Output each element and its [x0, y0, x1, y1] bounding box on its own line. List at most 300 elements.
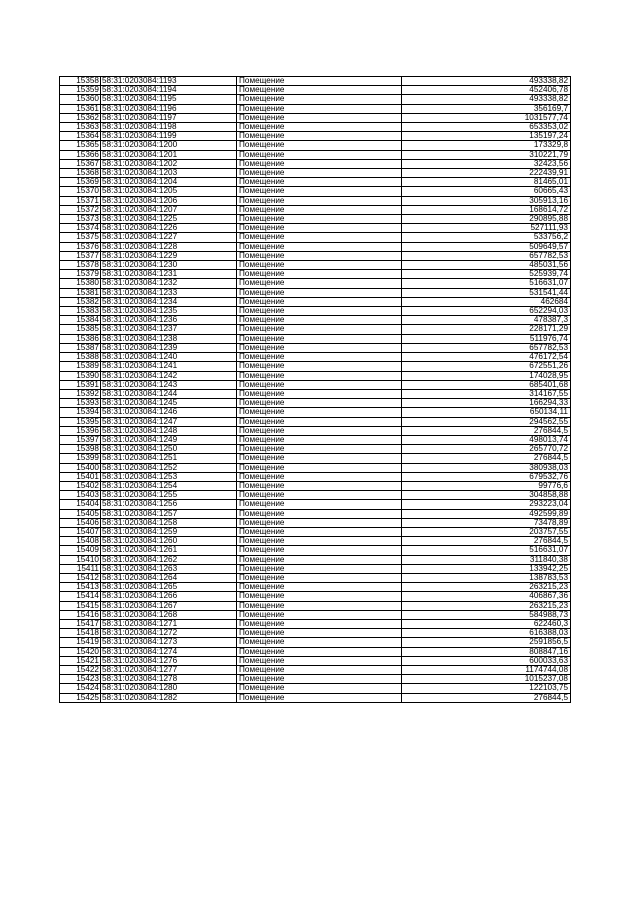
table-row — [60, 408, 571, 417]
table-row — [60, 573, 571, 582]
object-type-cell: Помещение — [237, 187, 402, 196]
cadastral-value-cell: 498013,74 — [402, 435, 571, 444]
object-type-cell: Помещение — [237, 472, 402, 481]
cadastral-number-cell: 58:31:0203084:1247 — [101, 417, 237, 426]
object-type-cell: Помещение — [237, 316, 402, 325]
object-type-cell: Помещение — [237, 610, 402, 619]
row-number-cell: 15389 — [60, 362, 101, 371]
cadastral-value-cell: 492599,89 — [402, 509, 571, 518]
row-number-cell: 15362 — [60, 113, 101, 122]
table-row — [60, 619, 571, 628]
cadastral-number-cell: 58:31:0203084:1205 — [101, 187, 237, 196]
cadastral-number-cell: 58:31:0203084:1271 — [101, 619, 237, 628]
row-number-cell: 15370 — [60, 187, 101, 196]
table-row — [60, 509, 571, 518]
object-type-cell: Помещение — [237, 196, 402, 205]
cadastral-number-cell: 58:31:0203084:1249 — [101, 435, 237, 444]
cadastral-value-cell: 263215,23 — [402, 601, 571, 610]
cadastral-number-cell: 58:31:0203084:1265 — [101, 583, 237, 592]
cadastral-value-cell: 166294,33 — [402, 399, 571, 408]
object-type-cell: Помещение — [237, 564, 402, 573]
table-row — [60, 666, 571, 675]
cadastral-value-cell: 2591856,5 — [402, 638, 571, 647]
object-type-cell: Помещение — [237, 132, 402, 141]
cadastral-number-cell: 58:31:0203084:1203 — [101, 169, 237, 178]
cadastral-value-cell: 493338,82 — [402, 77, 571, 86]
row-number-cell: 15406 — [60, 518, 101, 527]
cadastral-value-cell: 516631,07 — [402, 279, 571, 288]
cadastral-number-cell: 58:31:0203084:1236 — [101, 316, 237, 325]
cadastral-value-cell: 622460,3 — [402, 619, 571, 628]
object-type-cell: Помещение — [237, 537, 402, 546]
table-row — [60, 242, 571, 251]
table-row — [60, 463, 571, 472]
cadastral-value-cell: 1031577,74 — [402, 113, 571, 122]
table-row — [60, 288, 571, 297]
cadastral-number-cell: 58:31:0203084:1237 — [101, 325, 237, 334]
row-number-cell: 15403 — [60, 491, 101, 500]
row-number-cell: 15398 — [60, 445, 101, 454]
object-type-cell: Помещение — [237, 546, 402, 555]
object-type-cell: Помещение — [237, 675, 402, 684]
row-number-cell: 15364 — [60, 132, 101, 141]
row-number-cell: 15407 — [60, 527, 101, 536]
table-row — [60, 187, 571, 196]
row-number-cell: 15367 — [60, 159, 101, 168]
table-row — [60, 316, 571, 325]
cadastral-number-cell: 58:31:0203084:1230 — [101, 261, 237, 270]
object-type-cell: Помещение — [237, 435, 402, 444]
cadastral-value-cell: 265770,72 — [402, 445, 571, 454]
cadastral-value-cell: 293223,04 — [402, 500, 571, 509]
row-number-cell: 15392 — [60, 389, 101, 398]
cadastral-number-cell: 58:31:0203084:1250 — [101, 445, 237, 454]
row-number-cell: 15360 — [60, 95, 101, 104]
cadastral-number-cell: 58:31:0203084:1200 — [101, 141, 237, 150]
table-row — [60, 86, 571, 95]
cadastral-number-cell: 58:31:0203084:1268 — [101, 610, 237, 619]
table-row — [60, 215, 571, 224]
object-type-cell: Помещение — [237, 454, 402, 463]
object-type-cell: Помещение — [237, 371, 402, 380]
cadastral-number-cell: 58:31:0203084:1278 — [101, 675, 237, 684]
table-row — [60, 537, 571, 546]
object-type-cell: Помещение — [237, 518, 402, 527]
cadastral-number-cell: 58:31:0203084:1263 — [101, 564, 237, 573]
cadastral-number-cell: 58:31:0203084:1206 — [101, 196, 237, 205]
cadastral-number-cell: 58:31:0203084:1231 — [101, 270, 237, 279]
object-type-cell: Помещение — [237, 491, 402, 500]
table-row — [60, 583, 571, 592]
cadastral-number-cell: 58:31:0203084:1201 — [101, 150, 237, 159]
cadastral-number-cell: 58:31:0203084:1258 — [101, 518, 237, 527]
object-type-cell: Помещение — [237, 619, 402, 628]
cadastral-value-cell: 685401,68 — [402, 380, 571, 389]
object-type-cell: Помещение — [237, 573, 402, 582]
object-type-cell: Помещение — [237, 215, 402, 224]
row-number-cell: 15375 — [60, 233, 101, 242]
object-type-cell: Помещение — [237, 445, 402, 454]
object-type-cell: Помещение — [237, 242, 402, 251]
cadastral-value-cell: 485031,56 — [402, 261, 571, 270]
cadastral-value-cell: 1174744,08 — [402, 666, 571, 675]
row-number-cell: 15422 — [60, 666, 101, 675]
table-row — [60, 445, 571, 454]
cadastral-value-cell: 511976,74 — [402, 334, 571, 343]
row-number-cell: 15413 — [60, 583, 101, 592]
row-number-cell: 15383 — [60, 307, 101, 316]
cadastral-number-cell: 58:31:0203084:1272 — [101, 629, 237, 638]
cadastral-value-cell: 73478,89 — [402, 518, 571, 527]
object-type-cell: Помещение — [237, 500, 402, 509]
cadastral-value-cell: 527111,93 — [402, 224, 571, 233]
cadastral-value-cell: 533756,2 — [402, 233, 571, 242]
object-type-cell: Помещение — [237, 666, 402, 675]
row-number-cell: 15420 — [60, 647, 101, 656]
row-number-cell: 15421 — [60, 656, 101, 665]
cadastral-value-cell: 99776,6 — [402, 481, 571, 490]
object-type-cell: Помещение — [237, 343, 402, 352]
cadastral-number-cell: 58:31:0203084:1266 — [101, 592, 237, 601]
table-row — [60, 77, 571, 86]
row-number-cell: 15412 — [60, 573, 101, 582]
object-type-cell: Помещение — [237, 463, 402, 472]
table-row — [60, 150, 571, 159]
row-number-cell: 15400 — [60, 463, 101, 472]
object-type-cell: Помещение — [237, 104, 402, 113]
object-type-cell: Помещение — [237, 86, 402, 95]
row-number-cell: 15408 — [60, 537, 101, 546]
cadastral-value-cell: 133942,25 — [402, 564, 571, 573]
object-type-cell: Помещение — [237, 205, 402, 214]
table-row — [60, 141, 571, 150]
object-type-cell: Помещение — [237, 77, 402, 86]
cadastral-number-cell: 58:31:0203084:1207 — [101, 205, 237, 214]
row-number-cell: 15385 — [60, 325, 101, 334]
table-row — [60, 261, 571, 270]
table-body — [60, 77, 571, 703]
cadastral-value-cell: 173329,8 — [402, 141, 571, 150]
table-row — [60, 399, 571, 408]
row-number-cell: 15410 — [60, 555, 101, 564]
cadastral-number-cell: 58:31:0203084:1246 — [101, 408, 237, 417]
table-row — [60, 132, 571, 141]
object-type-cell: Помещение — [237, 601, 402, 610]
cadastral-number-cell: 58:31:0203084:1262 — [101, 555, 237, 564]
cadastral-number-cell: 58:31:0203084:1244 — [101, 389, 237, 398]
table-row — [60, 491, 571, 500]
row-number-cell: 15405 — [60, 509, 101, 518]
object-type-cell: Помещение — [237, 509, 402, 518]
object-type-cell: Помещение — [237, 150, 402, 159]
cadastral-value-cell: 304858,88 — [402, 491, 571, 500]
row-number-cell: 15359 — [60, 86, 101, 95]
cadastral-value-cell: 584988,73 — [402, 610, 571, 619]
object-type-cell: Помещение — [237, 178, 402, 187]
row-number-cell: 15386 — [60, 334, 101, 343]
cadastral-number-cell: 58:31:0203084:1256 — [101, 500, 237, 509]
table-row — [60, 325, 571, 334]
cadastral-value-cell: 122103,75 — [402, 684, 571, 693]
cadastral-value-cell: 650134,11 — [402, 408, 571, 417]
table-row — [60, 251, 571, 260]
table-row — [60, 270, 571, 279]
cadastral-number-cell: 58:31:0203084:1193 — [101, 77, 237, 86]
table-row — [60, 178, 571, 187]
cadastral-value-cell: 135197,24 — [402, 132, 571, 141]
row-number-cell: 15391 — [60, 380, 101, 389]
object-type-cell: Помещение — [237, 288, 402, 297]
cadastral-value-cell: 679532,76 — [402, 472, 571, 481]
object-type-cell: Помещение — [237, 399, 402, 408]
cadastral-value-cell: 452406,78 — [402, 86, 571, 95]
cadastral-value-cell: 462684 — [402, 297, 571, 306]
cadastral-number-cell: 58:31:0203084:1276 — [101, 656, 237, 665]
table-row — [60, 656, 571, 665]
row-number-cell: 15425 — [60, 693, 101, 702]
cadastral-number-cell: 58:31:0203084:1202 — [101, 159, 237, 168]
row-number-cell: 15390 — [60, 371, 101, 380]
cadastral-number-cell: 58:31:0203084:1196 — [101, 104, 237, 113]
cadastral-number-cell: 58:31:0203084:1254 — [101, 481, 237, 490]
cadastral-value-cell: 168614,72 — [402, 205, 571, 214]
cadastral-value-cell: 276844,5 — [402, 454, 571, 463]
cadastral-value-cell: 276844,5 — [402, 426, 571, 435]
cadastral-value-cell: 314167,55 — [402, 389, 571, 398]
table-row — [60, 675, 571, 684]
row-number-cell: 15401 — [60, 472, 101, 481]
cadastral-value-cell: 60665,43 — [402, 187, 571, 196]
table-row — [60, 297, 571, 306]
object-type-cell: Помещение — [237, 629, 402, 638]
cadastral-number-cell: 58:31:0203084:1260 — [101, 537, 237, 546]
object-type-cell: Помещение — [237, 279, 402, 288]
row-number-cell: 15414 — [60, 592, 101, 601]
row-number-cell: 15368 — [60, 169, 101, 178]
object-type-cell: Помещение — [237, 95, 402, 104]
object-type-cell: Помещение — [237, 233, 402, 242]
table-row — [60, 95, 571, 104]
object-type-cell: Помещение — [237, 583, 402, 592]
row-number-cell: 15377 — [60, 251, 101, 260]
table-row — [60, 647, 571, 656]
row-number-cell: 15379 — [60, 270, 101, 279]
row-number-cell: 15376 — [60, 242, 101, 251]
cadastral-number-cell: 58:31:0203084:1243 — [101, 380, 237, 389]
cadastral-number-cell: 58:31:0203084:1197 — [101, 113, 237, 122]
cadastral-number-cell: 58:31:0203084:1225 — [101, 215, 237, 224]
cadastral-number-cell: 58:31:0203084:1264 — [101, 573, 237, 582]
cadastral-value-cell: 276844,5 — [402, 537, 571, 546]
row-number-cell: 15416 — [60, 610, 101, 619]
table-row — [60, 527, 571, 536]
row-number-cell: 15374 — [60, 224, 101, 233]
table-row — [60, 353, 571, 362]
row-number-cell: 15384 — [60, 316, 101, 325]
cadastral-number-cell: 58:31:0203084:1238 — [101, 334, 237, 343]
row-number-cell: 15373 — [60, 215, 101, 224]
cadastral-number-cell: 58:31:0203084:1241 — [101, 362, 237, 371]
object-type-cell: Помещение — [237, 353, 402, 362]
cadastral-number-cell: 58:31:0203084:1277 — [101, 666, 237, 675]
row-number-cell: 15395 — [60, 417, 101, 426]
row-number-cell: 15372 — [60, 205, 101, 214]
table-row — [60, 389, 571, 398]
cadastral-number-cell: 58:31:0203084:1248 — [101, 426, 237, 435]
object-type-cell: Помещение — [237, 325, 402, 334]
row-number-cell: 15396 — [60, 426, 101, 435]
cadastral-value-cell: 203757,55 — [402, 527, 571, 536]
table-row — [60, 555, 571, 564]
cadastral-value-cell: 174028,95 — [402, 371, 571, 380]
cadastral-number-cell: 58:31:0203084:1239 — [101, 343, 237, 352]
table-row — [60, 224, 571, 233]
object-type-cell: Помещение — [237, 417, 402, 426]
object-type-cell: Помещение — [237, 426, 402, 435]
cadastral-number-cell: 58:31:0203084:1227 — [101, 233, 237, 242]
table-row — [60, 279, 571, 288]
object-type-cell: Помещение — [237, 169, 402, 178]
cadastral-number-cell: 58:31:0203084:1253 — [101, 472, 237, 481]
row-number-cell: 15363 — [60, 123, 101, 132]
table-row — [60, 104, 571, 113]
table-row — [60, 196, 571, 205]
cadastral-value-cell: 380938,03 — [402, 463, 571, 472]
cadastral-value-cell: 81465,01 — [402, 178, 571, 187]
cadastral-value-cell: 476172,54 — [402, 353, 571, 362]
row-number-cell: 15358 — [60, 77, 101, 86]
object-type-cell: Помещение — [237, 389, 402, 398]
object-type-cell: Помещение — [237, 270, 402, 279]
object-type-cell: Помещение — [237, 638, 402, 647]
row-number-cell: 15382 — [60, 297, 101, 306]
table-row — [60, 684, 571, 693]
table-row — [60, 472, 571, 481]
table-row — [60, 343, 571, 352]
table-row — [60, 362, 571, 371]
table-row — [60, 307, 571, 316]
cadastral-number-cell: 58:31:0203084:1226 — [101, 224, 237, 233]
cadastral-value-cell: 222439,91 — [402, 169, 571, 178]
row-number-cell: 15423 — [60, 675, 101, 684]
cadastral-value-cell: 32423,56 — [402, 159, 571, 168]
row-number-cell: 15388 — [60, 353, 101, 362]
object-type-cell: Помещение — [237, 334, 402, 343]
object-type-cell: Помещение — [237, 408, 402, 417]
cadastral-value-cell: 808847,16 — [402, 647, 571, 656]
table-row — [60, 169, 571, 178]
object-type-cell: Помещение — [237, 261, 402, 270]
cadastral-number-cell: 58:31:0203084:1235 — [101, 307, 237, 316]
table-row — [60, 380, 571, 389]
row-number-cell: 15365 — [60, 141, 101, 150]
table-row — [60, 426, 571, 435]
table-row — [60, 546, 571, 555]
row-number-cell: 15397 — [60, 435, 101, 444]
cadastral-value-cell: 1015237,08 — [402, 675, 571, 684]
object-type-cell: Помещение — [237, 224, 402, 233]
cadastral-number-cell: 58:31:0203084:1194 — [101, 86, 237, 95]
object-type-cell: Помещение — [237, 656, 402, 665]
row-number-cell: 15387 — [60, 343, 101, 352]
row-number-cell: 15424 — [60, 684, 101, 693]
cadastral-number-cell: 58:31:0203084:1273 — [101, 638, 237, 647]
table-row — [60, 629, 571, 638]
table-row — [60, 592, 571, 601]
cadastral-value-cell: 356169,7 — [402, 104, 571, 113]
object-type-cell: Помещение — [237, 693, 402, 702]
cadastral-number-cell: 58:31:0203084:1267 — [101, 601, 237, 610]
cadastral-number-cell: 58:31:0203084:1245 — [101, 399, 237, 408]
object-type-cell: Помещение — [237, 113, 402, 122]
cadastral-number-cell: 58:31:0203084:1280 — [101, 684, 237, 693]
cadastral-value-cell: 290895,88 — [402, 215, 571, 224]
row-number-cell: 15366 — [60, 150, 101, 159]
row-number-cell: 15415 — [60, 601, 101, 610]
object-type-cell: Помещение — [237, 141, 402, 150]
cadastral-number-cell: 58:31:0203084:1198 — [101, 123, 237, 132]
cadastral-number-cell: 58:31:0203084:1204 — [101, 178, 237, 187]
row-number-cell: 15378 — [60, 261, 101, 270]
table-row — [60, 500, 571, 509]
cadastral-value-cell: 516631,07 — [402, 546, 571, 555]
table-row — [60, 693, 571, 702]
object-type-cell: Помещение — [237, 362, 402, 371]
cadastral-value-cell: 406867,36 — [402, 592, 571, 601]
cadastral-value-cell: 311840,38 — [402, 555, 571, 564]
table-row — [60, 371, 571, 380]
row-number-cell: 15371 — [60, 196, 101, 205]
object-type-cell: Помещение — [237, 684, 402, 693]
cadastral-value-cell: 478387,3 — [402, 316, 571, 325]
row-number-cell: 15411 — [60, 564, 101, 573]
cadastral-number-cell: 58:31:0203084:1229 — [101, 251, 237, 260]
table-row — [60, 601, 571, 610]
cadastral-value-cell: 294562,55 — [402, 417, 571, 426]
table-row — [60, 435, 571, 444]
object-type-cell: Помещение — [237, 481, 402, 490]
cadastral-value-cell: 138783,53 — [402, 573, 571, 582]
table-row — [60, 123, 571, 132]
cadastral-value-cell: 276844,5 — [402, 693, 571, 702]
cadastral-number-cell: 58:31:0203084:1274 — [101, 647, 237, 656]
object-type-cell: Помещение — [237, 123, 402, 132]
cadastral-number-cell: 58:31:0203084:1234 — [101, 297, 237, 306]
cadastral-value-cell: 657782,53 — [402, 251, 571, 260]
cadastral-number-cell: 58:31:0203084:1252 — [101, 463, 237, 472]
table-row — [60, 417, 571, 426]
cadastral-value-cell: 600033,63 — [402, 656, 571, 665]
object-type-cell: Помещение — [237, 592, 402, 601]
object-type-cell: Помещение — [237, 307, 402, 316]
object-type-cell: Помещение — [237, 251, 402, 260]
object-type-cell: Помещение — [237, 297, 402, 306]
row-number-cell: 15418 — [60, 629, 101, 638]
object-type-cell: Помещение — [237, 159, 402, 168]
table-row — [60, 454, 571, 463]
cadastral-value-cell: 493338,82 — [402, 95, 571, 104]
object-type-cell: Помещение — [237, 380, 402, 389]
row-number-cell: 15380 — [60, 279, 101, 288]
cadastral-number-cell: 58:31:0203084:1233 — [101, 288, 237, 297]
table-row — [60, 481, 571, 490]
row-number-cell: 15404 — [60, 500, 101, 509]
cadastral-value-table — [59, 76, 571, 703]
cadastral-number-cell: 58:31:0203084:1261 — [101, 546, 237, 555]
cadastral-value-cell: 228171,29 — [402, 325, 571, 334]
cadastral-value-cell: 616388,03 — [402, 629, 571, 638]
cadastral-number-cell: 58:31:0203084:1257 — [101, 509, 237, 518]
